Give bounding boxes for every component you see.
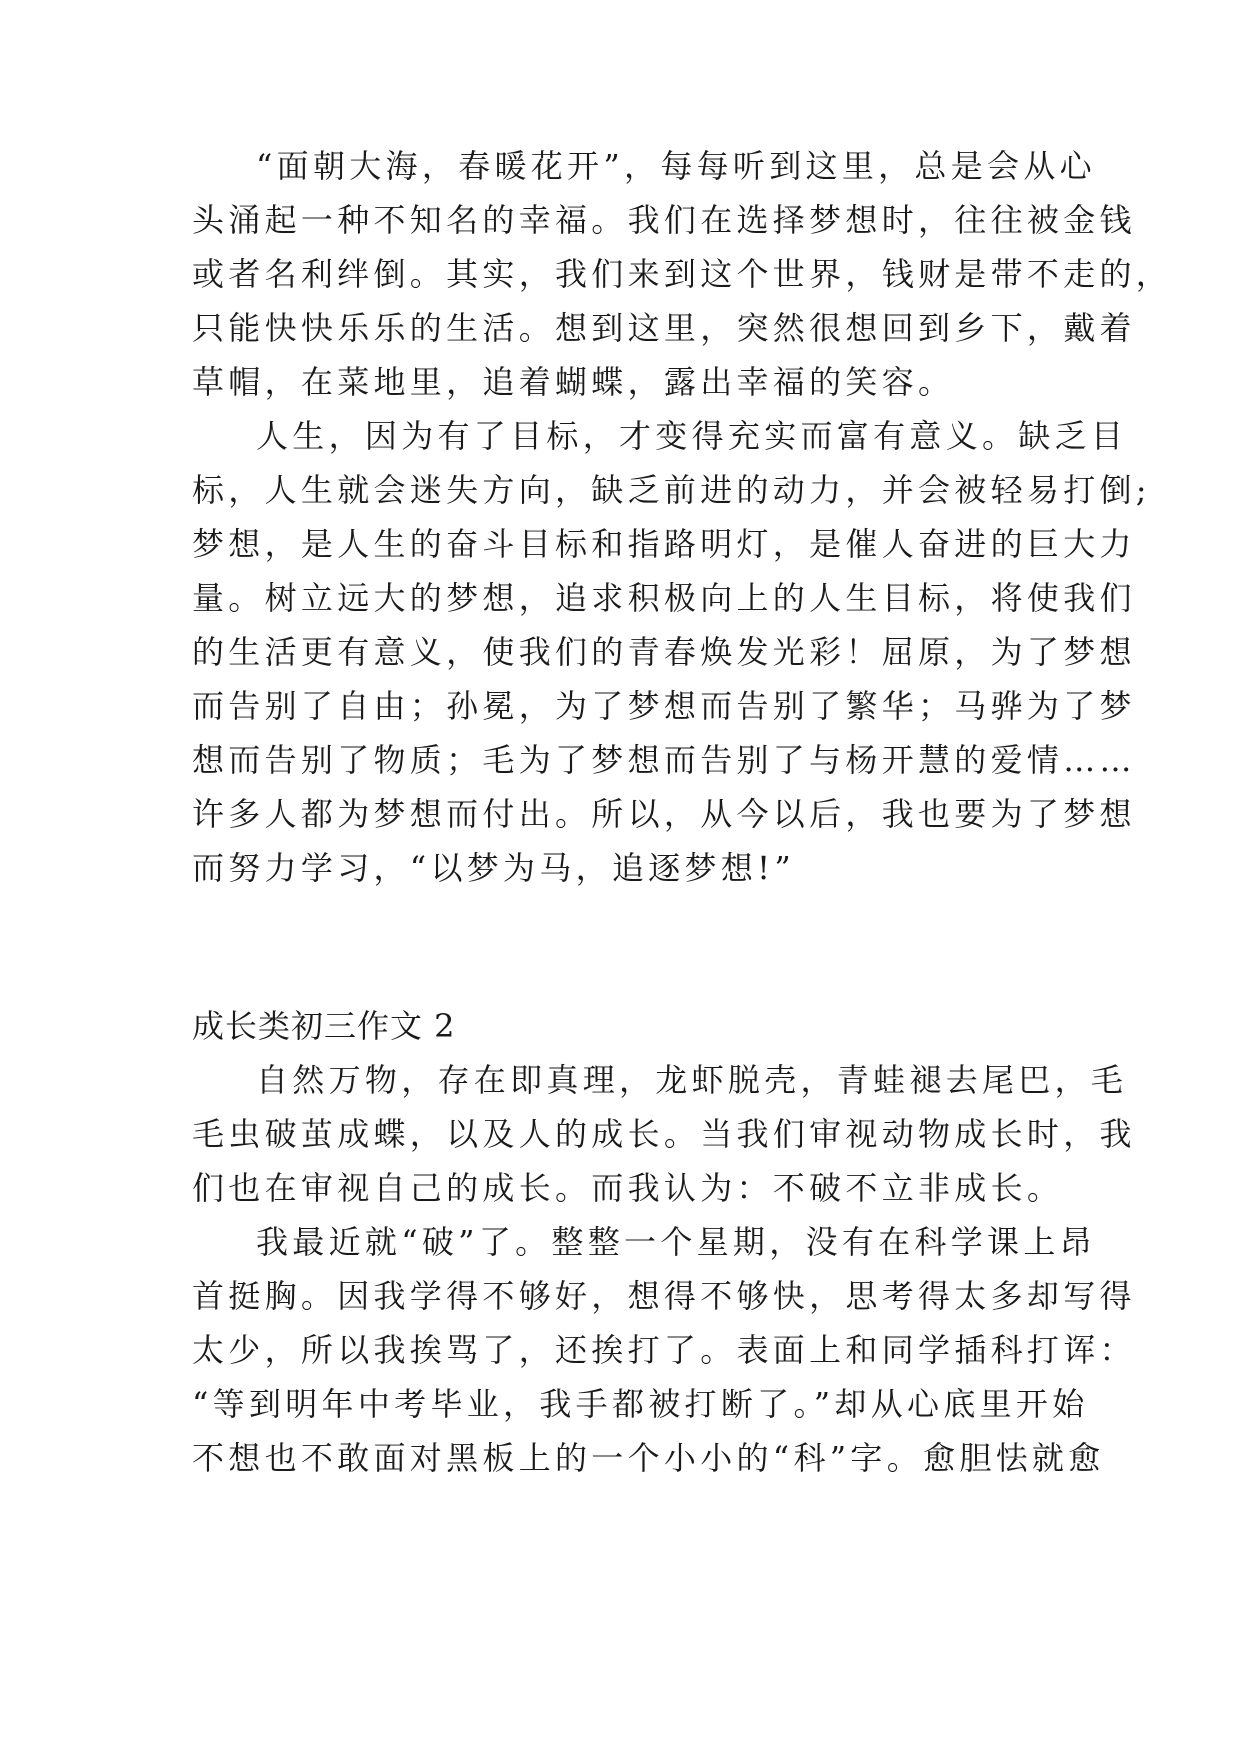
paragraph-2-line-9: 而努力学习，“以梦为马，追逐梦想!”: [192, 849, 795, 887]
paragraph-4-line-2: 首挺胸。因我学得不够好，想得不够快，思考得太多却写得: [192, 1277, 1136, 1315]
paragraph-3-line-2: 毛虫破茧成蝶，以及人的成长。当我们审视动物成长时，我: [192, 1115, 1136, 1153]
section-heading: 成长类初三作文 2: [192, 1007, 456, 1045]
paragraph-1-line-4: 只能快快乐乐的生活。想到这里，突然很想回到乡下，戴着: [192, 309, 1136, 347]
paragraph-3-line-1: 自然万物，存在即真理，龙虾脱壳，青蛙褪去尾巴，毛: [256, 1061, 1128, 1099]
paragraph-2-line-2: 标，人生就会迷失方向，缺乏前进的动力，并会被轻易打倒;: [192, 471, 1151, 509]
paragraph-2-line-5: 的生活更有意义，使我们的青春焕发光彩！屈原，为了梦想: [192, 633, 1136, 671]
paragraph-1-line-1: “面朝大海，春暖花开”，每每听到这里，总是会从心: [256, 147, 1096, 185]
paragraph-4-line-3: 太少，所以我挨骂了，还挨打了。表面上和同学插科打诨：: [192, 1331, 1136, 1369]
paragraph-4-line-5: 不想也不敢面对黑板上的一个小小的“科”字。愈胆怯就愈: [192, 1439, 1105, 1477]
paragraph-2-line-8: 许多人都为梦想而付出。所以，从今以后，我也要为了梦想: [192, 795, 1136, 833]
paragraph-4-line-1: 我最近就“破”了。整整一个星期，没有在科学课上昂: [256, 1223, 1096, 1261]
paragraph-4-line-4: “等到明年中考毕业，我手都被打断了。”却从心底里开始: [192, 1385, 1089, 1423]
paragraph-2-line-7: 想而告别了物质；毛为了梦想而告别了与杨开慧的爱情……: [192, 741, 1136, 779]
paragraph-2-line-6: 而告别了自由；孙冕，为了梦想而告别了繁华；马骅为了梦: [192, 687, 1136, 725]
paragraph-1-line-2: 头涌起一种不知名的幸福。我们在选择梦想时，往往被金钱: [192, 201, 1136, 239]
paragraph-2-line-1: 人生，因为有了目标，才变得充实而富有意义。缺乏目: [256, 417, 1128, 455]
paragraph-2-line-4: 量。树立远大的梦想，追求积极向上的人生目标，将使我们: [192, 579, 1136, 617]
paragraph-3-line-3: 们也在审视自己的成长。而我认为：不破不立非成长。: [192, 1169, 1064, 1207]
paragraph-1-line-5: 草帽，在菜地里，追着蝴蝶，露出幸福的笑容。: [192, 363, 955, 401]
paragraph-2-line-3: 梦想，是人生的奋斗目标和指路明灯，是催人奋进的巨大力: [192, 525, 1136, 563]
paragraph-1-line-3: 或者名利绊倒。其实，我们来到这个世界，钱财是带不走的，: [192, 255, 1173, 293]
